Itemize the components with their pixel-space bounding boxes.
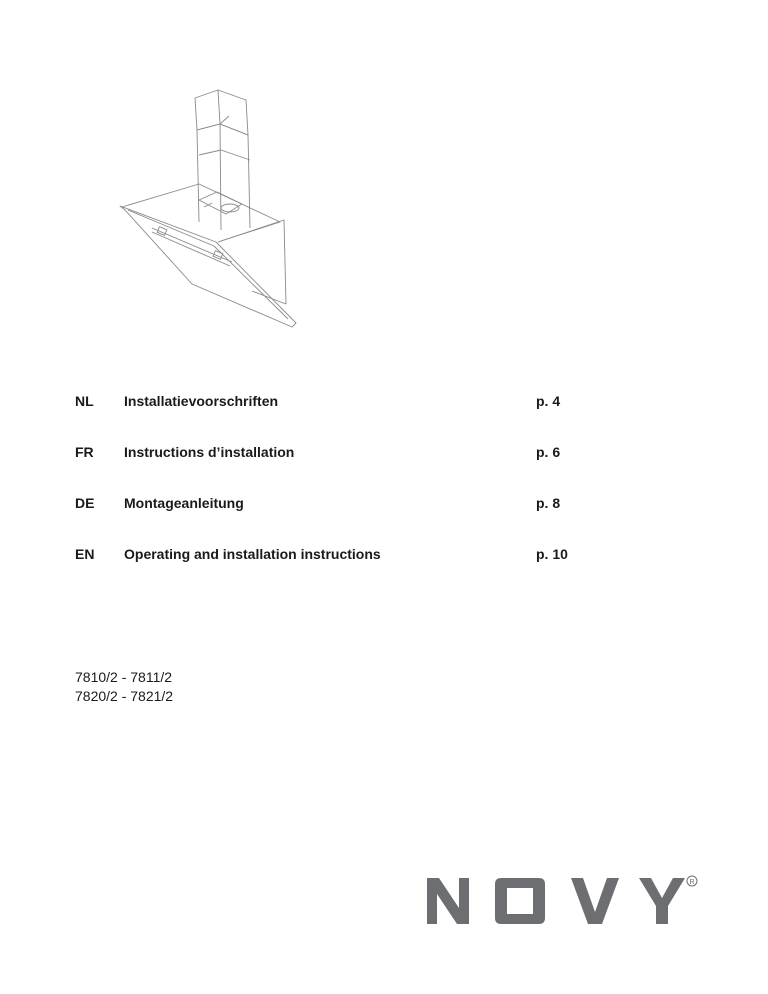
toc-row-fr <box>75 443 595 494</box>
toc-page: p. 6 <box>536 444 561 460</box>
svg-text:R: R <box>689 879 695 886</box>
model-line: 7810/2 - 7811/2 <box>75 669 173 685</box>
novy-logo <box>425 872 700 930</box>
toc-title: Montageanleitung <box>124 495 244 511</box>
toc-title: Operating and installation instructions <box>124 546 381 562</box>
toc-page: p. 8 <box>536 495 561 511</box>
toc-lang: DE <box>75 495 95 511</box>
toc-lang: NL <box>75 393 94 409</box>
model-line: 7820/2 - 7821/2 <box>75 688 174 704</box>
toc-title: Instructions d’installation <box>124 444 295 460</box>
toc-lang: EN <box>75 546 95 562</box>
cooker-hood-illustration <box>100 70 330 340</box>
toc-row-en <box>75 545 595 596</box>
toc-row-nl <box>75 392 595 443</box>
toc-page: p. 10 <box>536 546 568 562</box>
toc-row-de <box>75 494 595 545</box>
language-index <box>75 392 595 596</box>
toc-page: p. 4 <box>536 393 561 409</box>
toc-lang: FR <box>75 444 94 460</box>
toc-title: Installatievoorschriften <box>124 393 279 409</box>
model-numbers <box>75 668 173 706</box>
